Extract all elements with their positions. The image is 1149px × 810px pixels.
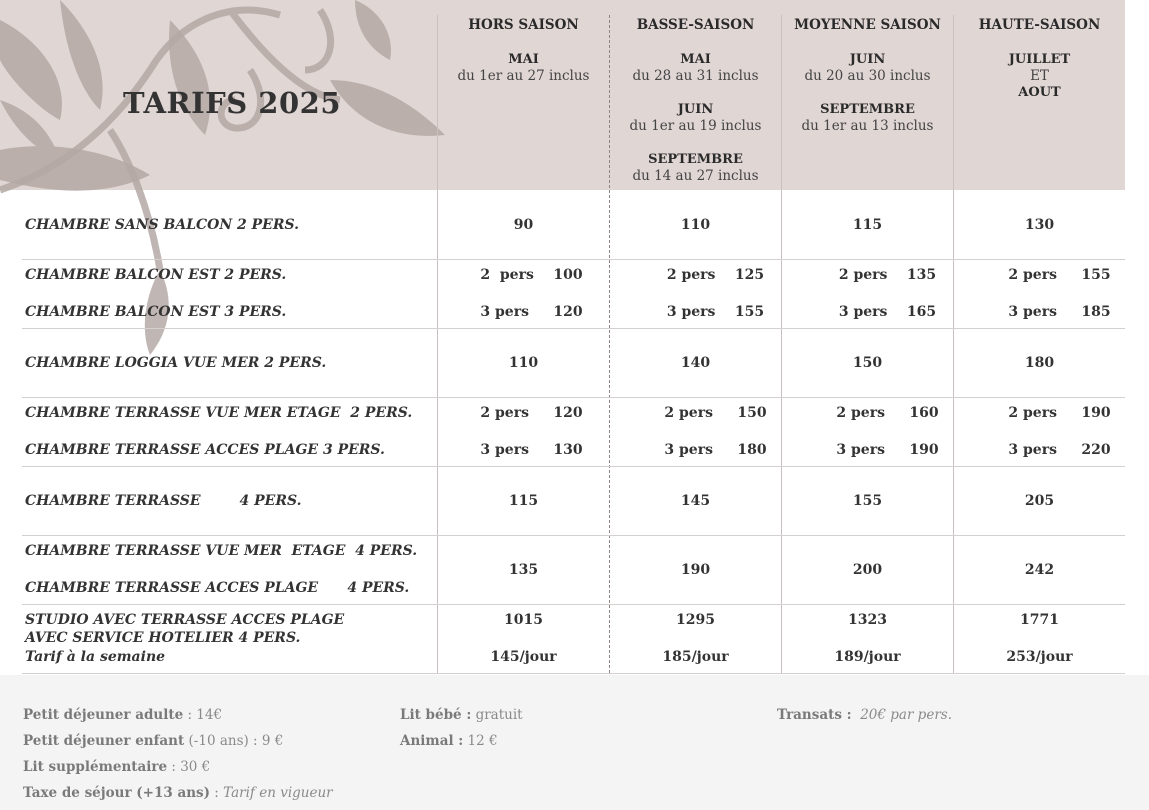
extra-label: Lit supplémentaire [23,759,168,775]
row-divider [22,328,1125,329]
price-cell: 1771 [1020,612,1059,628]
price-cell: 3 pers 130 [480,442,583,458]
period-dates: du 1er au 19 inclus [629,118,762,134]
extra-tourist-tax [23,785,333,801]
period-month: AOUT [1018,84,1061,100]
period-dates: du 1er au 13 inclus [801,118,934,134]
room-label: CHAMBRE LOGGIA VUE MER 2 PERS. [25,355,327,371]
price-cell: 115 [508,493,539,509]
column-title: BASSE-SAISON [636,17,755,33]
period-month: MAI [508,51,539,67]
extra-transats [777,707,952,723]
room-label: CHAMBRE BALCON EST 3 PERS. [25,304,287,320]
column-title: HORS SAISON [468,17,579,33]
extra-bed [23,759,210,775]
price-cell: 140 [680,355,711,371]
period-month: JUIN [849,51,886,67]
extra-pet [400,733,498,749]
price-cell: 2 pers 190 [1008,405,1111,421]
price-cell: 189/jour [834,649,901,665]
row-divider [22,604,1125,605]
price-cell: 2 pers 125 [666,267,765,283]
price-cell: 155 [852,493,883,509]
price-cell: 3 pers 165 [838,304,937,320]
price-cell: 2 pers 100 [480,267,583,283]
row-divider [22,673,1125,674]
row-divider [22,397,1125,398]
column-header-basse-saison [610,17,781,202]
price-cell: 3 pers 120 [480,304,583,320]
footer-extras [0,675,1149,810]
page-title: TARIFS 2025 [123,86,342,120]
price-cell: 1015 [504,612,543,628]
column-header-moyenne-saison [782,17,953,152]
extra-label: Transats : [777,707,852,723]
extra-value: gratuit [471,707,523,723]
extra-value-italic: Tarif en vigueur [223,785,333,801]
room-label: CHAMBRE TERRASSE ACCES PLAGE 4 PERS. [25,580,410,596]
extra-value: : [210,785,224,801]
price-cell: 110 [508,355,539,371]
row-divider [22,466,1125,467]
extra-label: Petit déjeuner adulte [23,707,184,723]
room-label: CHAMBRE SANS BALCON 2 PERS. [25,217,299,233]
price-cell: 110 [680,217,711,233]
price-cell: 3 pers 180 [664,442,767,458]
room-label: CHAMBRE TERRASSE VUE MER ETAGE 4 PERS. [25,543,418,559]
extra-value: (-10 ans) : 9 € [184,733,284,749]
period-dates: du 14 au 27 inclus [632,168,759,184]
price-cell: 135 [508,562,539,578]
price-cell: 2 pers 135 [838,267,937,283]
price-cell: 200 [852,562,883,578]
column-header-hors-saison [438,17,609,102]
price-cell: 253/jour [1006,649,1073,665]
price-cell: 3 pers 155 [666,304,765,320]
extra-value: 12 € [463,733,498,749]
period-dates: du 20 au 30 inclus [804,68,931,84]
period-month: SEPTEMBRE [648,151,743,167]
price-cell: 2 pers 155 [1008,267,1111,283]
extra-label: Petit déjeuner enfant [23,733,185,749]
price-cell: 150 [852,355,883,371]
extra-value: : 14€ [183,707,223,723]
room-label: Tarif à la semaine [25,649,166,665]
room-label: AVEC SERVICE HOTELIER 4 PERS. [25,630,301,646]
price-cell: 2 pers 120 [480,405,583,421]
price-cell: 205 [1024,493,1055,509]
room-label: CHAMBRE TERRASSE 4 PERS. [25,493,302,509]
extra-value: 20€ par pers. [851,707,952,723]
column-header-haute-saison [954,17,1125,101]
price-cell: 2 pers 160 [836,405,939,421]
column-title: MOYENNE SAISON [794,17,941,33]
extra-label: Lit bébé : [400,707,472,723]
price-cell: 130 [1024,217,1055,233]
price-cell: 180 [1024,355,1055,371]
period-dates: du 28 au 31 inclus [632,68,759,84]
extra-label: Animal : [400,733,464,749]
period-dates: ET [1030,68,1049,84]
room-label: CHAMBRE TERRASSE VUE MER ETAGE 2 PERS. [25,405,413,421]
extra-breakfast-child [23,733,283,749]
price-cell: 190 [680,562,711,578]
period-month: MAI [680,51,711,67]
extra-value: : 30 € [167,759,211,775]
price-cell: 3 pers 190 [836,442,939,458]
column-title: HAUTE-SAISON [978,17,1101,33]
price-cell: 115 [852,217,883,233]
extra-label: Taxe de séjour (+13 ans) [23,785,211,801]
room-label: STUDIO AVEC TERRASSE ACCES PLAGE [25,612,345,628]
price-cell: 3 pers 220 [1008,442,1111,458]
price-cell: 185/jour [662,649,729,665]
room-label: CHAMBRE BALCON EST 2 PERS. [25,267,287,283]
price-cell: 90 [513,217,534,233]
extra-breakfast-adult [23,707,222,723]
price-cell: 1323 [848,612,887,628]
extra-baby-bed [400,707,523,723]
period-month: JUIN [677,101,714,117]
period-month: SEPTEMBRE [820,101,915,117]
period-dates: du 1er au 27 inclus [457,68,590,84]
row-divider [22,259,1125,260]
room-label: CHAMBRE TERRASSE ACCES PLAGE 3 PERS. [25,442,385,458]
price-cell: 2 pers 150 [664,405,767,421]
row-divider [22,535,1125,536]
price-cell: 1295 [676,612,715,628]
period-month: JUILLET [1008,51,1071,67]
price-cell: 145 [680,493,711,509]
price-cell: 145/jour [490,649,557,665]
price-cell: 3 pers 185 [1008,304,1111,320]
price-cell: 242 [1024,562,1055,578]
